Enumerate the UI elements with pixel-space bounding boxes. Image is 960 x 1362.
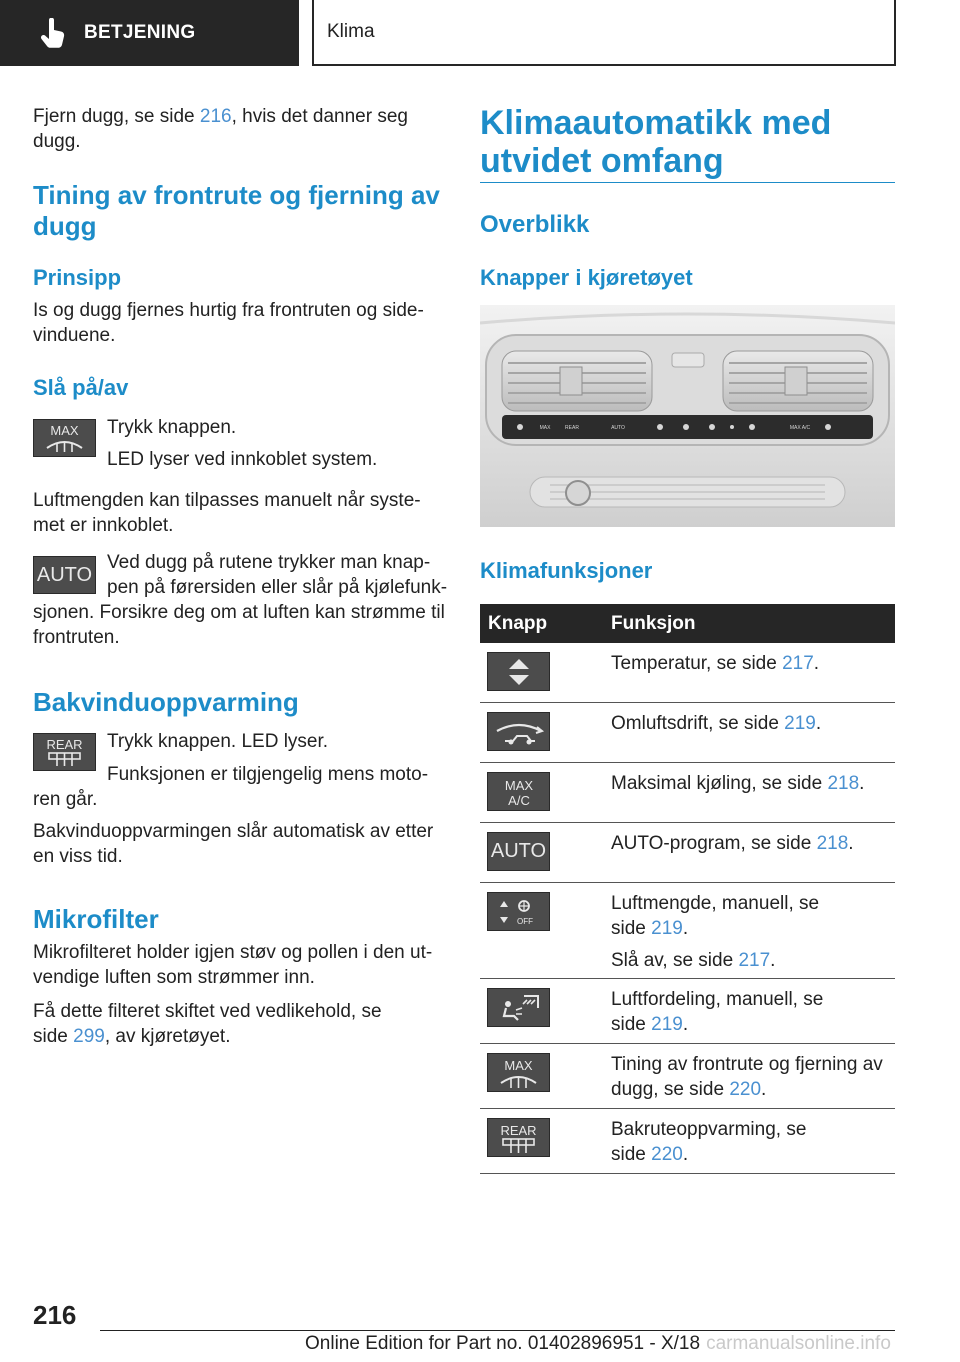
column-header-funksjon: Funksjon [611,612,696,634]
slaa-paa-text [107,415,236,440]
bak-trykk-text [107,729,328,754]
function-text [611,891,895,973]
page-link[interactable]: 218 [816,833,849,854]
table-row [480,763,895,823]
heading-klimafunksjoner: Klimafunksjoner [480,558,653,583]
svg-text:MAX: MAX [50,423,79,438]
text-line: vendige luften som strømmer inn. [33,967,315,988]
klimafunksjoner-table [480,604,895,1174]
page-link[interactable]: 217 [782,653,814,674]
text-line: vinduene. [33,325,116,346]
function-text [611,987,895,1037]
svg-text:AUTO: AUTO [611,425,625,431]
page-link[interactable]: 219 [784,713,816,734]
heading-line: utvidet omfang [480,142,724,180]
heading-overblikk: Overblikk [480,211,590,238]
page-link[interactable]: 217 [738,950,771,971]
text-line: sjonen. Forsikre deg om at luften kan strømme til [33,602,445,623]
heading-tining [33,180,440,242]
page-link[interactable]: 218 [827,773,860,794]
function-text [611,771,895,796]
function-text [611,831,895,856]
svg-text:MAX A/C: MAX A/C [789,425,811,431]
auto-icon-label: AUTO [490,840,547,862]
svg-text:MAX: MAX [504,777,533,793]
text-line: . [682,1144,689,1165]
rear-defrost-glyph [37,736,92,768]
intro-paragraph [33,104,408,154]
text-line: Bakruteoppvarming, se [611,1119,807,1140]
auto-icon-label: AUTO [36,563,93,586]
header-section-label: BETJENING [84,22,196,43]
text-line: side [611,918,652,939]
table-row [480,883,895,979]
table-row [480,1109,895,1174]
watermark-text: carmanualsonline.info [706,1333,891,1354]
text-line: side [611,1014,652,1035]
text-line: Ved dugg på rutene trykker man knap‐ [107,552,431,573]
bak-auto-paragraph [33,819,433,869]
text-line: . [682,918,689,939]
rear-defrost-icon [33,733,96,771]
intro-text: dugg. [33,131,81,152]
dugg-paragraph-a [107,550,447,600]
svg-text:MAX: MAX [539,425,551,431]
temperature-arrows-icon [487,652,550,691]
footer-edition [305,1333,891,1355]
text-line: Få dette filteret skiftet ved vedlikehold, se [33,1001,382,1022]
edition-text: Online Edition for Part no. 01402896951 - X/18 [305,1333,701,1354]
prinsipp-paragraph [33,298,424,348]
text-line: ren går. [33,789,98,810]
table-row [480,823,895,883]
text-line: AUTO-program, se side [611,833,817,854]
text-line: Omluftsdrift, se side [611,713,785,734]
table-header [480,604,895,643]
intro-text: Fjern dugg, se side [33,106,200,127]
text-line: . [848,833,854,854]
table-row [480,643,895,703]
text-line: Luftmengden kan tilpasses manuelt når syste‐ [33,490,421,511]
text-line: Funksjonen er tilgjengelig mens moto‐ [107,764,429,785]
fan-off-icon [487,892,550,931]
function-text [611,1117,895,1167]
max-ac-icon [487,772,550,811]
text-line: . [815,713,822,734]
text-line: . [813,653,820,674]
mikro-paragraph-a [33,940,432,990]
mikro-paragraph-b [33,999,382,1049]
text-line: Slå av, se side [611,950,739,971]
text-line: en viss tid. [33,846,123,867]
auto-icon [33,556,96,594]
auto-icon [487,832,550,871]
heading-klimaautomatikk [480,104,831,180]
heading-slaa-paa-av: Slå på/av [33,375,129,400]
text-line: side [611,1144,652,1165]
text-line: LED lyser ved innkoblet system. [107,449,378,470]
text-line: met er innkoblet. [33,515,174,536]
page-number: 216 [33,1300,77,1330]
text-line: Mikrofilteret holder igjen støv og pollen i den ut‐ [33,942,433,963]
recirculation-icon [487,712,550,751]
text-line: Trykk knappen. [107,417,237,438]
max-defrost-icon [33,419,96,457]
function-text [611,651,895,676]
text-line: pen på førersiden eller slår på kjølefunk‐ [107,577,448,598]
heading-line: dugg [33,211,97,241]
table-row [480,1044,895,1109]
text-line: Luftmengde, manuell, se [611,893,820,914]
header-chapter-tab [312,0,896,66]
text-line: . [770,950,776,971]
text-line: Tining av frontrute og fjerning av [611,1054,883,1075]
page-link[interactable]: 299 [73,1026,105,1047]
text-line: Temperatur, se side [611,653,783,674]
svg-text:REAR: REAR [46,737,83,752]
heading-line: Klimaautomatikk med [480,104,832,142]
air-distribution-icon [487,988,550,1027]
heading-mikrofilter: Mikrofilter [33,904,159,934]
svg-text:A/C: A/C [507,792,530,808]
slaa-led-text [107,447,377,472]
hand-pointer-icon [40,18,66,48]
svg-text:REAR: REAR [565,425,579,431]
text-line: Is og dugg fjernes hurtig fra frontruten og side‐ [33,300,424,321]
table-row [480,703,895,763]
heading-line: Tining av frontrute og fjerning av [33,180,440,210]
heading-prinsipp: Prinsipp [33,265,122,290]
page-link[interactable]: 219 [651,918,683,939]
table-row [480,979,895,1044]
header-section-tab [0,0,299,66]
page-link[interactable]: 220 [651,1144,683,1165]
svg-text:OFF: OFF [516,916,533,926]
max-defrost-icon [487,1053,550,1092]
bak-motor-text [33,787,97,812]
function-text [611,711,895,736]
function-text [611,1052,895,1102]
heading-bakvinduoppvarming: Bakvinduoppvarming [33,687,299,717]
page-link[interactable]: 219 [651,1014,683,1035]
footer-rule [100,1330,895,1331]
header-chapter-label: Klima [327,21,375,42]
max-defrost-glyph [37,422,92,454]
bak-funksjon-text [107,762,428,787]
text-line: . [682,1014,689,1035]
text-line: Trykk knappen. LED lyser. [107,731,329,752]
text-line: Bakvinduoppvarmingen slår automatisk av etter [33,821,434,842]
svg-text:REAR: REAR [500,1122,537,1138]
page-link[interactable]: 216 [199,106,232,127]
column-header-knapp: Knapp [488,612,548,634]
text-line: . [859,773,865,794]
rear-defrost-icon [487,1118,550,1157]
text-line: Maksimal kjøling, se side [611,773,828,794]
heading-knapper: Knapper i kjøretøyet [480,265,693,290]
text-line: . [761,1079,767,1100]
text-line: Luftfordeling, manuell, se [611,989,824,1010]
heading-rule [480,182,895,183]
text-line: dugg, se side [611,1079,730,1100]
luftmengde-paragraph [33,488,421,538]
svg-text:MAX: MAX [504,1057,533,1073]
text-line: side [33,1026,74,1047]
text-line: frontruten. [33,627,120,648]
dashboard-photo [480,305,895,527]
text-line: , av kjøretøyet. [104,1026,231,1047]
page-link[interactable]: 220 [729,1079,762,1100]
intro-text: , hvis det danner seg [231,106,408,127]
dugg-paragraph-b [33,600,445,650]
